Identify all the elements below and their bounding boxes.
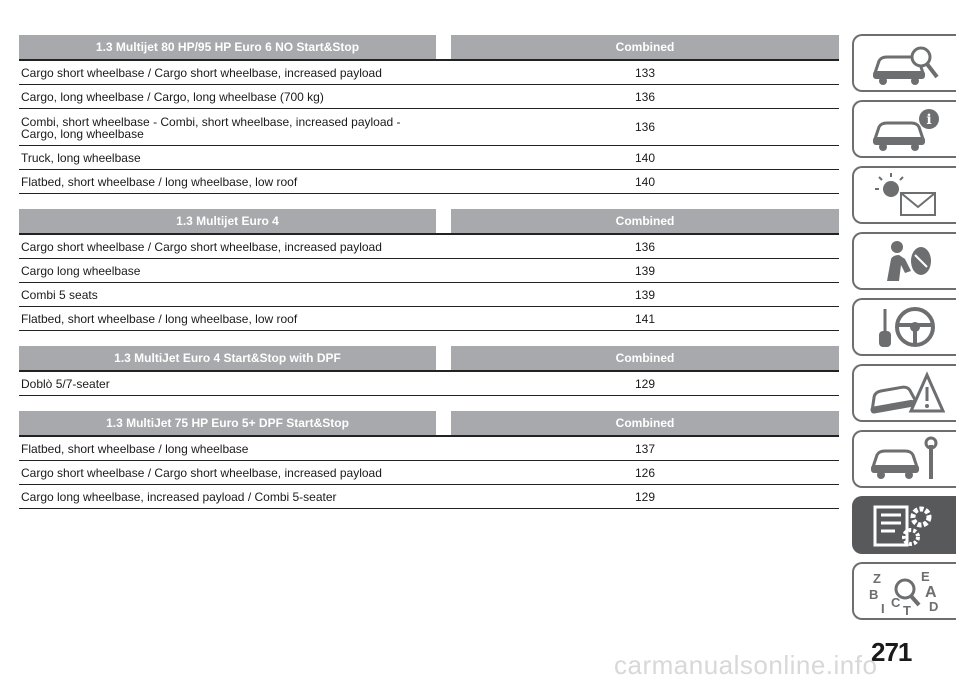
table-header xyxy=(19,346,839,372)
row-value: 136 xyxy=(634,239,656,254)
row-label: Doblò 5/7-seater xyxy=(21,377,110,391)
row-value: 141 xyxy=(634,311,656,326)
row-label: Cargo long wheelbase xyxy=(21,264,141,278)
row-label: Cargo short wheelbase / Cargo short wheelbase, increased payload xyxy=(21,240,382,254)
row-value: 129 xyxy=(634,376,656,391)
table-row xyxy=(19,283,839,307)
header-engine: 1.3 Multijet 80 HP/95 HP Euro 6 NO Start&Stop xyxy=(19,35,436,59)
tab-car-info[interactable] xyxy=(852,100,956,158)
tab-starting-driving[interactable] xyxy=(852,298,956,356)
row-label: Flatbed, short wheelbase / long wheelbase, low roof xyxy=(21,312,298,326)
row-label: Flatbed, short wheelbase / long wheelbase, low roof xyxy=(21,175,298,189)
header-combined: Combined xyxy=(451,346,839,370)
header-combined: Combined xyxy=(451,35,839,59)
table-multijet-euro4-startstop-dpf xyxy=(19,346,839,396)
tab-lights-messages[interactable] xyxy=(852,166,956,224)
row-label: Cargo long wheelbase, increased payload / Combi 5-seater xyxy=(21,490,337,504)
index-letter: A xyxy=(925,584,937,601)
index-letter: E xyxy=(921,569,930,584)
row-value: 140 xyxy=(634,150,656,165)
watermark: carmanualsonline.info xyxy=(614,650,878,680)
table-row xyxy=(19,259,839,283)
table-row xyxy=(19,85,839,109)
row-label: Cargo short wheelbase / Cargo short wheelbase, increased payload xyxy=(21,466,382,480)
row-label: Flatbed, short wheelbase / long wheelbase xyxy=(21,442,249,456)
table-row xyxy=(19,372,839,396)
airbag-seat-icon xyxy=(865,237,945,285)
index-letter: D xyxy=(929,599,939,614)
car-search-icon xyxy=(865,39,945,87)
tab-technical-specs[interactable] xyxy=(852,496,956,554)
header-engine: 1.3 Multijet Euro 4 xyxy=(19,209,436,233)
row-value: 140 xyxy=(634,174,656,189)
row-value: 139 xyxy=(634,263,656,278)
table-row xyxy=(19,307,839,331)
table-header xyxy=(19,411,839,437)
row-value: 126 xyxy=(634,465,656,480)
header-combined: Combined xyxy=(451,411,839,435)
row-value: 133 xyxy=(634,65,656,80)
table-row xyxy=(19,170,839,194)
svg-text:i: i xyxy=(926,112,932,128)
row-value: 139 xyxy=(634,287,656,302)
table-multijet-80-95hp xyxy=(19,35,839,194)
header-engine: 1.3 MultiJet 75 HP Euro 5+ DPF Start&Stop xyxy=(19,411,436,435)
row-value: 136 xyxy=(634,89,656,104)
key-steering-wheel-icon xyxy=(865,303,945,351)
index-letter: I xyxy=(881,601,885,615)
index-letter: T xyxy=(903,603,911,615)
row-value: 137 xyxy=(634,441,656,456)
table-header xyxy=(19,35,839,61)
tab-emergency[interactable] xyxy=(852,364,956,422)
row-value: 129 xyxy=(634,489,656,504)
header-engine: 1.3 MultiJet Euro 4 Start&Stop with DPF xyxy=(19,346,436,370)
tab-servicing[interactable] xyxy=(852,430,956,488)
table-multijet-euro4 xyxy=(19,209,839,331)
table-header xyxy=(19,209,839,235)
lights-message-icon xyxy=(865,171,945,219)
table-row xyxy=(19,61,839,85)
index-letter: Z xyxy=(873,571,881,586)
table-row xyxy=(19,109,839,146)
row-label: Cargo short wheelbase / Cargo short wheelbase, increased payload xyxy=(21,66,382,80)
emissions-tables xyxy=(19,35,839,524)
row-label: Combi, short wheelbase - Combi, short wheelbase, increased payload - Cargo, long wheelbase xyxy=(21,114,401,141)
row-label: Truck, long wheelbase xyxy=(21,151,141,165)
row-label: Cargo, long wheelbase / Cargo, long wheelbase (700 kg) xyxy=(21,90,324,104)
specs-gear-icon xyxy=(865,501,945,549)
table-row xyxy=(19,437,839,461)
alphabet-index-icon xyxy=(865,567,945,615)
table-row xyxy=(19,146,839,170)
table-row xyxy=(19,235,839,259)
tab-index[interactable] xyxy=(852,562,956,620)
index-letter: B xyxy=(869,587,879,602)
car-info-icon xyxy=(865,105,945,153)
tab-safety[interactable] xyxy=(852,232,956,290)
car-wrench-icon xyxy=(865,435,945,483)
tab-car-search[interactable] xyxy=(852,34,956,92)
car-warning-triangle-icon xyxy=(865,369,945,417)
index-letter: C xyxy=(891,595,901,610)
row-value: 136 xyxy=(634,120,656,134)
row-label: Combi 5 seats xyxy=(21,288,98,302)
chapter-tabs xyxy=(852,34,956,628)
header-combined: Combined xyxy=(451,209,839,233)
page-number: 271 xyxy=(871,637,912,667)
table-multijet-75hp-euro5 xyxy=(19,411,839,509)
table-row xyxy=(19,461,839,485)
table-row xyxy=(19,485,839,509)
